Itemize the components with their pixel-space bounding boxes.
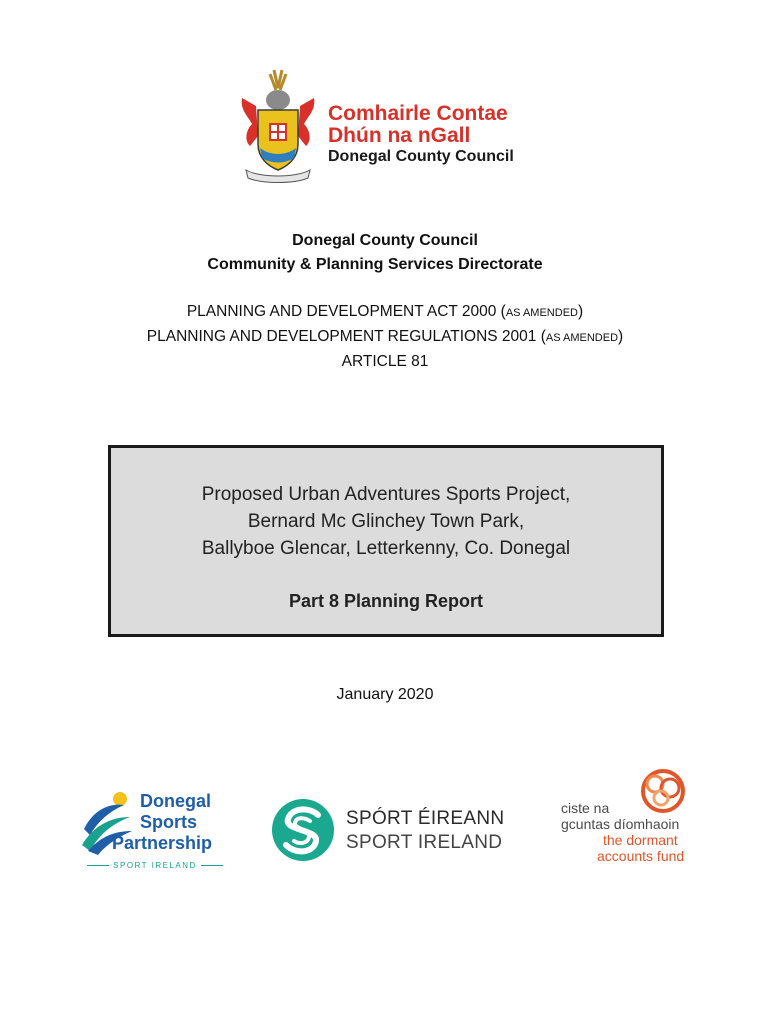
- dsp-word-sports: Sports: [140, 812, 198, 832]
- report-date: January 2020: [336, 686, 434, 703]
- directorate-name: Community & Planning Services Directorate: [207, 256, 543, 273]
- council-name-english: Donegal County Council: [328, 148, 514, 165]
- planning-regulations-line: [0, 328, 770, 346]
- planning-act-close: ): [577, 303, 584, 320]
- planning-act-line: [0, 303, 770, 321]
- sport-ireland-mark-icon: [270, 795, 336, 865]
- planning-act-text: PLANNING AND DEVELOPMENT ACT 2000 (: [186, 303, 506, 320]
- planning-regulations-amended: AS AMENDED: [545, 332, 619, 344]
- article-line: ARTICLE 81: [341, 353, 429, 370]
- council-logo: [236, 66, 546, 184]
- planning-act-amended: AS AMENDED: [505, 307, 578, 319]
- sport-ireland-english-name: SPORT IRELAND: [346, 832, 503, 853]
- dormant-accounts-fund-logo: [555, 768, 705, 868]
- dsp-tagline: SPORT IRELAND: [82, 861, 228, 870]
- county-crest-icon: [236, 66, 320, 184]
- daf-irish-line-2: gcuntas díomhaoin: [561, 816, 680, 832]
- project-title-line-2: Bernard Mc Glinchey Town Park,: [247, 511, 525, 532]
- planning-regulations-close: ): [618, 328, 624, 345]
- dormant-accounts-mark-icon: [635, 768, 691, 814]
- council-name-irish-line-1: Comhairle Contae: [328, 102, 508, 125]
- daf-english-line-2: accounts fund: [597, 848, 685, 864]
- donegal-sports-partnership-logo: [80, 785, 230, 875]
- daf-english-line-1: the dormant: [603, 832, 678, 848]
- sport-ireland-irish-name: SPÓRT ÉIREANN: [346, 808, 505, 829]
- council-name-irish-line-2: Dhún na nGall: [328, 124, 471, 147]
- sport-ireland-logo: [270, 795, 520, 870]
- dsp-word-donegal: Donegal: [140, 791, 212, 811]
- report-title-box: [108, 445, 664, 637]
- project-title-line-1: Proposed Urban Adventures Sports Project,: [201, 484, 571, 505]
- daf-irish-line-1: ciste na: [561, 800, 610, 816]
- report-title: Part 8 Planning Report: [288, 591, 484, 611]
- project-title-line-3: Ballyboe Glencar, Letterkenny, Co. Donegal: [201, 538, 571, 559]
- planning-regulations-text: PLANNING AND DEVELOPMENT REGULATIONS 2001 (: [146, 328, 546, 345]
- directorate-organisation: Donegal County Council: [292, 232, 478, 249]
- dsp-word-partnership: Partnership: [112, 833, 213, 853]
